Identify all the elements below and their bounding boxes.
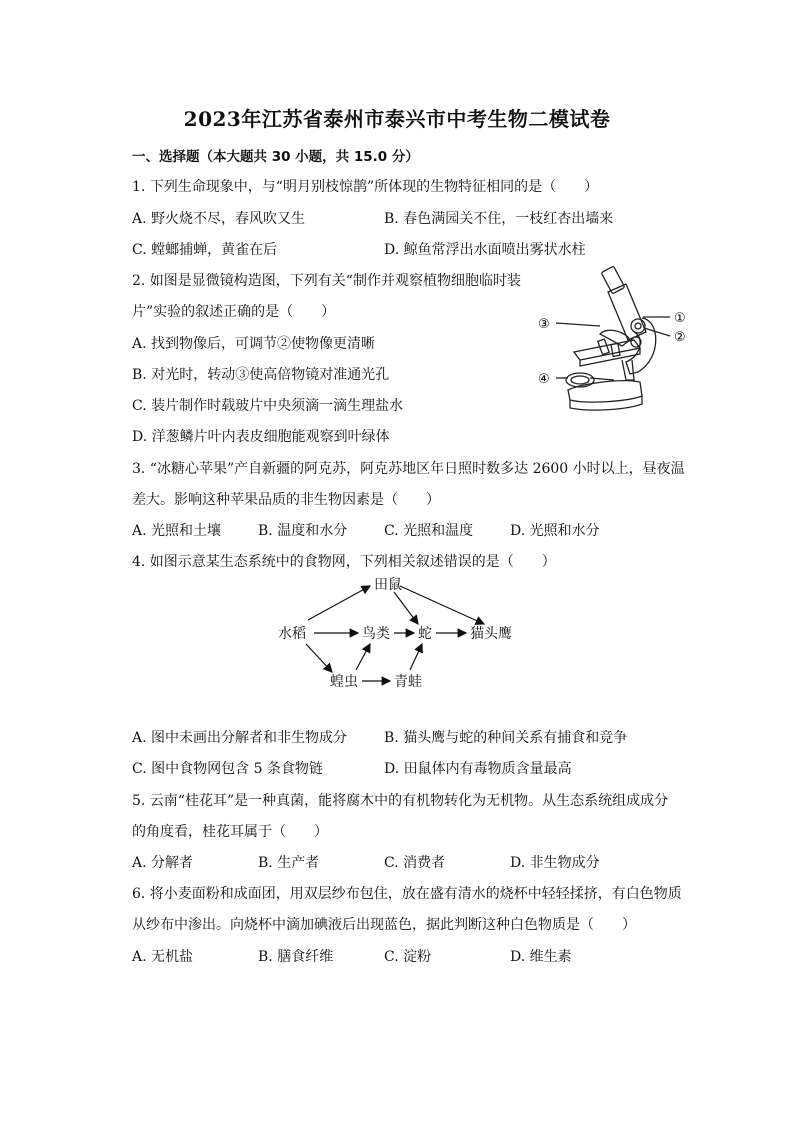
question-3-option-a: A. 光照和土壤: [132, 523, 222, 539]
question-1-option-d: D. 鲸鱼常浮出水面喷出雾状水柱: [384, 242, 586, 258]
question-6-option-b: B. 膳食纤维: [258, 949, 334, 965]
question-6-option-d: D. 维生素: [510, 949, 572, 965]
edge-rice-to-locust: [306, 644, 332, 672]
node-owl: 猫头鹰: [470, 626, 512, 642]
microscope-label-3: ③: [538, 317, 550, 332]
microscope-label-4: ④: [538, 372, 550, 387]
edge-frog-to-snake: [410, 644, 422, 670]
node-vole: 田鼠: [374, 577, 402, 593]
question-5-option-a: A. 分解者: [132, 855, 194, 871]
question-2-option-a: A. 找到物像后，可调节②使物像更清晰: [132, 336, 376, 352]
question-6-option-a: A. 无机盐: [132, 949, 194, 965]
question-1-option-b: B. 春色满园关不住，一枝红杏出墙来: [384, 211, 614, 227]
question-2-option-c: C. 装片制作时载玻片中央须滴一滴生理盐水: [132, 398, 404, 414]
node-snake: 蛇: [418, 626, 432, 642]
question-3-option-d: D. 光照和水分: [510, 523, 600, 539]
microscope-label-1: ①: [674, 311, 686, 326]
question-1-option-a: A. 野火烧不尽，春风吹又生: [132, 211, 306, 227]
question-4-option-c: C. 图中食物网包含 5 条食物链: [132, 761, 323, 777]
question-1-option-c: C. 螳螂捕蝉，黄雀在后: [132, 242, 278, 258]
edge-rice-to-vole: [308, 586, 370, 620]
question-5-stem-line-2: 的角度看，桂花耳属于（ ）: [132, 824, 328, 840]
question-5-option-c: C. 消费者: [384, 855, 446, 871]
edge-locust-to-bird: [356, 644, 370, 670]
question-3-stem-line-2: 差大。影响这种苹果品质的非生物因素是（ ）: [132, 492, 440, 508]
food-web-diagram: [270, 572, 530, 694]
question-3-option-c: C. 光照和温度: [384, 523, 474, 539]
question-6-stem-line-2: 从纱布中渗出。向烧杯中滴加碘液后出现蓝色，据此判断这种白色物质是（ ）: [132, 917, 636, 933]
node-frog: 青蛙: [394, 674, 422, 690]
question-3-option-b: B. 温度和水分: [258, 523, 348, 539]
node-rice: 水稻: [278, 626, 306, 642]
question-2-stem-line-1: 2. 如图是显微镜构造图，下列有关“制作并观察植物细胞临时装: [132, 273, 521, 289]
node-bird: 鸟类: [362, 626, 390, 642]
page-title: 2023年江苏省泰州市泰兴市中考生物二模试卷: [183, 107, 611, 131]
question-3-stem-line-1: 3. “冰糖心苹果”产自新疆的阿克苏，阿克苏地区年日照时数多达 2600 小时以上，昼夜温: [132, 461, 685, 477]
edge-vole-to-owl: [400, 586, 484, 624]
question-4-option-a: A. 图中未画出分解者和非生物成分: [132, 730, 348, 746]
question-2-stem-line-2: 片”实验的叙述正确的是（ ）: [132, 304, 336, 320]
question-4-option-d: D. 田鼠体内有毒物质含量最高: [384, 761, 572, 777]
question-4-option-b: B. 猫头鹰与蛇的种间关系有捕食和竞争: [384, 730, 628, 746]
edge-vole-to-snake: [394, 592, 418, 624]
microscope-label-2: ②: [674, 330, 686, 345]
question-6-option-c: C. 淀粉: [384, 949, 432, 965]
question-1-stem: 1. 下列生命现象中，与“明月别枝惊鹊”所体现的生物特征相同的是（ ）: [132, 179, 599, 195]
section-heading: 一、选择题（本大题共 30 小题，共 15.0 分）: [132, 149, 419, 165]
question-2-option-d: D. 洋葱鳞片叶内表皮细胞能观察到叶绿体: [132, 429, 390, 445]
question-4-stem: 4. 如图示意某生态系统中的食物网，下列相关叙述错误的是（ ）: [132, 554, 556, 570]
question-5-option-d: D. 非生物成分: [510, 855, 600, 871]
question-2-option-b: B. 对光时，转动③使高倍物镜对准通光孔: [132, 367, 390, 383]
question-6-stem-line-1: 6. 将小麦面粉和成面团，用双层纱布包住，放在盛有清水的烧杯中轻轻揉挤，有白色物质: [132, 886, 682, 902]
node-locust: 蝗虫: [330, 674, 358, 690]
question-5-stem-line-1: 5. 云南“桂花耳”是一种真菌，能将腐木中的有机物转化为无机物。从生态系统组成成分: [132, 793, 669, 809]
question-5-option-b: B. 生产者: [258, 855, 320, 871]
microscope-figure: [530, 262, 700, 417]
